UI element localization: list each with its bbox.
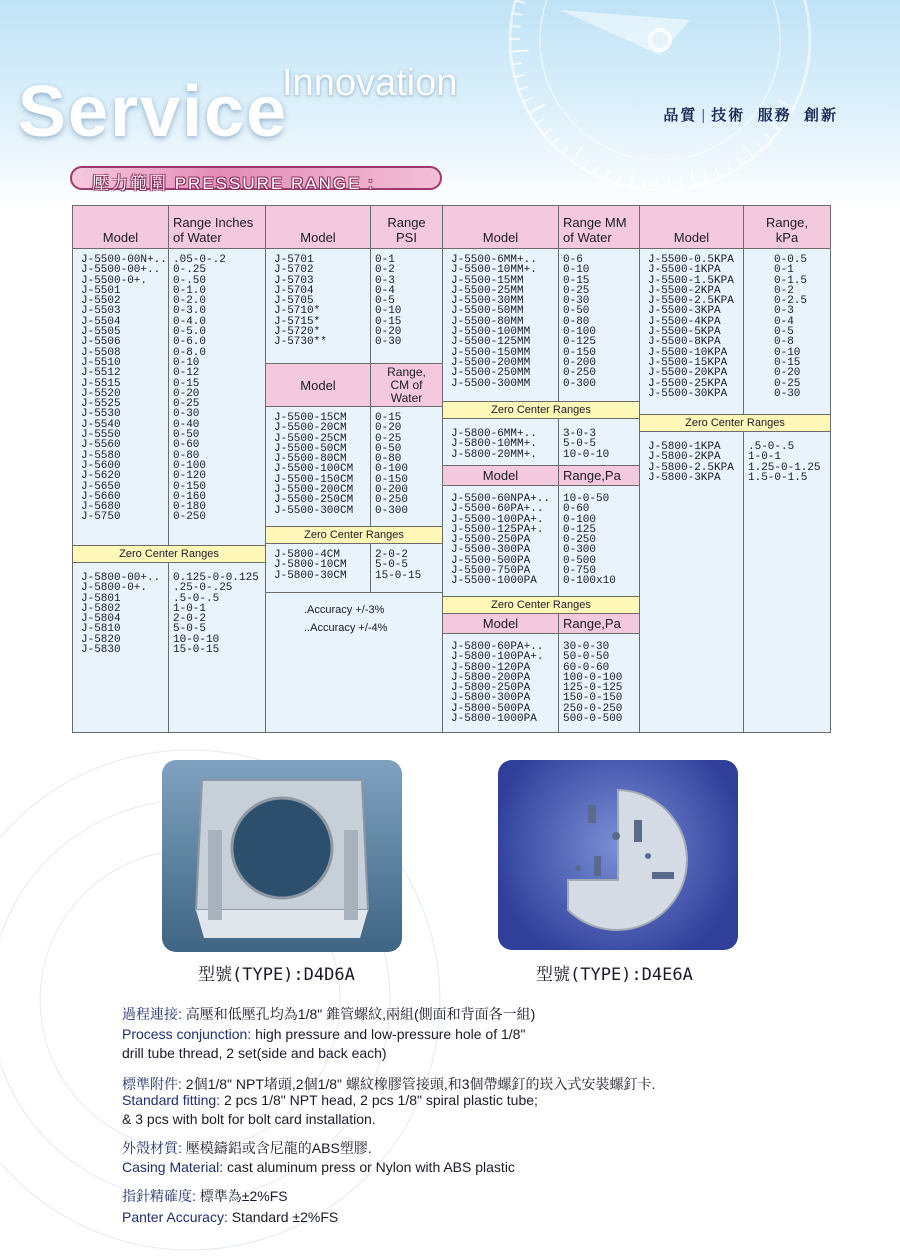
spec-text: 2個1/8" NPT堵頭,2個1/8" 螺紋橡膠管接頭,和3個帶螺釘的崁入式安裝螺釘卡.	[181, 1076, 656, 1092]
psi-cm-column	[266, 206, 443, 732]
column-header-range: Range,	[766, 215, 808, 230]
zc-model-list: J-5800-6MM+.. J-5800-10MM+. J-5800-20MM+.	[443, 419, 559, 465]
column-header-range-unit: of Water	[563, 230, 612, 245]
column-header-model: Model	[443, 466, 559, 485]
spec-label: 標準附件:	[122, 1076, 182, 1092]
gauge-tick	[669, 180, 670, 190]
casing-zh	[122, 1138, 842, 1158]
gauge-tick	[512, 63, 522, 65]
spec-text: Standard ±2%FS	[227, 1209, 339, 1225]
column-header-model: Model	[266, 364, 371, 406]
zc-range-list: .5-0-.5 1-0-1 1.25-0-1.25 1.5-0-1.5	[748, 441, 821, 484]
range-list: 10-0-50 0-60 0-100 0-125 0-250 0-300 0-500 0-750 0-100x10	[563, 493, 616, 588]
gauge-tick	[523, 98, 532, 102]
gauge-tick	[691, 168, 695, 186]
column-header-range: Range,Pa	[563, 468, 621, 483]
spec-label: Panter Accuracy:	[122, 1209, 228, 1225]
gauge-tick	[716, 168, 720, 177]
zero-center-label: Zero Center Ranges	[443, 401, 639, 419]
gauge-tick	[618, 174, 621, 184]
slogan-item: 品質	[663, 107, 698, 124]
gauge-tick	[681, 178, 682, 188]
gauge-tick	[764, 133, 771, 140]
range-list: 0-1 0-2 0-3 0-4 0-5 0-10 0-15 0-20 0-30	[375, 254, 402, 349]
section-title: 壓力範圍 PRESSURE RANGE :	[92, 174, 375, 193]
gauge-tick	[512, 13, 522, 15]
gauge-tick	[511, 26, 521, 27]
product-caption: 型號(TYPE):D4E6A	[536, 965, 693, 985]
process-en	[122, 1025, 842, 1063]
column-header-range: Range,	[387, 364, 426, 379]
zc-range-list: 3-0-3 5-0-5 10-0-10	[563, 428, 610, 461]
spec-label: Standard fitting:	[122, 1092, 221, 1108]
zc-model-list: J-5800-60PA+.. J-5800-100PA+. J-5800-120PA J-5800-200PA J-5800-250PA J-5800-300PA J-5800-500PA J-5800-1000PA	[443, 634, 559, 732]
process-zh	[122, 1004, 842, 1024]
range-list: 0-15 0-20 0-25 0-50 0-80 0-100 0-150 0-200 0-250 0-300	[375, 412, 409, 517]
zero-center-label: Zero Center Ranges	[443, 596, 639, 614]
product-photo-d4e6a	[498, 760, 738, 950]
fitting-en	[122, 1091, 842, 1129]
column-header-range: Range Inches	[173, 215, 254, 230]
spec-label: Casing Material:	[122, 1159, 224, 1175]
column-header-model: Model	[443, 614, 559, 633]
accuracy-note: ..Accuracy +/-4%	[304, 622, 388, 634]
slogan-item: 技術	[711, 107, 746, 124]
mm-pa-column	[443, 206, 640, 732]
spec-label: 外殼材質:	[122, 1140, 182, 1156]
gauge-tick	[737, 157, 742, 165]
column-header-range-unit: of Water	[173, 230, 222, 245]
model-list: J-5500-6MM+.. J-5500-10MM+. J-5500-15MM J-5500-25MM J-5500-30MM J-5500-50MM J-5500-80MM J-5500-100MM J-5500-125MM J-5500-150MM J-5500-200MM J-5500-250MM J-5500-300MM	[443, 249, 559, 401]
gauge-tick	[515, 75, 525, 77]
zc-range-list: 30-0-30 50-0-50 60-0-60 100-0-100 125-0-125 150-0-150 250-0-250 500-0-500	[563, 641, 623, 726]
column-header-model: Model	[640, 206, 744, 248]
spec-label: 指針精確度:	[122, 1188, 196, 1204]
section-banner	[70, 166, 442, 193]
column-header-range-unit: Water	[390, 390, 423, 405]
slogan: 品質 | 技術 服務 創新	[663, 107, 838, 124]
spec-text: drill tube thread, 2 set(side and back each)	[122, 1045, 387, 1061]
spec-text: 高壓和低壓孔均為1/8" 錐管螺紋,兩組(側面和背面各一組)	[181, 1006, 536, 1022]
kpa-column	[640, 206, 830, 732]
accuracy-en	[122, 1208, 842, 1227]
zero-center-label: Zero Center Ranges	[266, 526, 442, 544]
brand-service-title: Service	[18, 72, 289, 152]
column-header-range-unit: CM of	[390, 377, 423, 392]
gauge-tick	[515, 0, 525, 3]
column-header-model: Model	[443, 206, 559, 248]
slogan-item: 創新	[803, 107, 838, 124]
column-header-model: Model	[266, 206, 371, 248]
column-header-model: Model	[73, 206, 169, 248]
zc-range-list: 2-0-2 5-0-5 15-0-15	[375, 549, 422, 582]
gauge-tick	[756, 142, 763, 149]
spec-text: 壓模鑄鋁或含尼龍的ABS塑膠.	[181, 1140, 372, 1156]
spec-text: 2 pcs 1/8" NPT head, 2 pcs 1/8" spiral plastic tube;	[220, 1092, 538, 1108]
column-header-range: Range MM	[563, 215, 627, 230]
product-photo-d4d6a	[162, 760, 402, 952]
gauge-tick	[631, 169, 635, 187]
gauge-tick	[726, 163, 731, 172]
spec-text: 標準為±2%FS	[195, 1188, 288, 1204]
spec-label: Process conjunction:	[122, 1026, 252, 1042]
brand-innovation-title: Innovation	[282, 62, 458, 104]
zc-model-list: J-5800-00+.. J-5800-0+. J-5801 J-5802 J-5804 J-5810 J-5820 J-5830	[73, 563, 169, 732]
gauge-tick	[552, 137, 559, 144]
spec-text: & 3 pcs with bolt for bolt card installation.	[122, 1111, 376, 1127]
column-header-range-unit: PSI	[396, 230, 417, 245]
range-list: .05-0-.2 0-.25 0-.50 0-1.0 0-2.0 0-3.0 0-4.0 0-5.0 0-6.0 0-8.0 0-10 0-12 0-15 0-20 0-25 0-30 0-40 0-50 0-60 0-80 0-100 0-120 0-150 0-160 0-180 0-250	[173, 254, 226, 524]
model-list: J-5500-00N+.. J-5500-00+.. J-5500-0+. J-5501 J-5502 J-5503 J-5504 J-5505 J-5506 J-5508 J-5510 J-5512 J-5515 J-5520 J-5525 J-5530 J-5540 J-5550 J-5560 J-5580 J-5600 J-5620 J-5650 J-5660 J-5680 J-5750	[73, 249, 169, 545]
gauge-tick	[594, 166, 598, 175]
gauge-tick	[518, 86, 527, 89]
model-list: J-5500-15CM J-5500-20CM J-5500-25CM J-5500-50CM J-5500-80CM J-5500-100CM J-5500-150CM J-5500-200CM J-5500-250CM J-5500-300CM	[266, 407, 371, 526]
column-header-range: Range,Pa	[563, 616, 621, 631]
gauge-tick	[536, 119, 544, 125]
range-list: 0-6 0-10 0-15 0-25 0-30 0-50 0-80 0-100 0-125 0-150 0-200 0-250 0-300	[563, 254, 597, 390]
gauge-tick	[529, 104, 545, 113]
zc-model-list: J-5800-4CM J-5800-10CM J-5800-30CM	[266, 544, 371, 592]
accuracy-zh	[122, 1186, 842, 1206]
model-list: J-5701 J-5702 J-5703 J-5704 J-5705 J-5710* J-5715* J-5720* J-5730**	[266, 249, 371, 363]
zc-range-list: 0.125-0-0.125 .25-0-.25 .5-0-.5 1-0-1 2-0-2 5-0-5 10-0-10 15-0-15	[173, 572, 259, 657]
inches-water-column	[73, 206, 266, 732]
spec-text: high pressure and low-pressure hole of 1/8"	[251, 1026, 526, 1042]
column-header-range: Range	[387, 215, 426, 230]
gauge-tick	[742, 144, 753, 158]
gauge-tick	[644, 179, 645, 189]
pressure-range-table	[72, 205, 831, 733]
zero-center-label: Zero Center Ranges	[73, 545, 265, 563]
model-list: J-5500-60NPA+.. J-5500-60PA+.. J-5500-100PA+. J-5500-125PA+. J-5500-250PA J-5500-300PA J-5500-500PA J-5500-750PA J-5500-1000PA	[443, 486, 559, 596]
casing-en	[122, 1158, 842, 1177]
zc-model-list: J-5800-1KPA J-5800-2KPA J-5800-2.5KPA J-5800-3KPA	[640, 432, 744, 732]
spec-text: cast aluminum press or Nylon with ABS plastic	[223, 1159, 515, 1175]
gauge-tick	[544, 128, 552, 134]
accuracy-note: .Accuracy +/-3%	[304, 604, 385, 616]
gauge-tick	[583, 160, 588, 169]
zero-center-label: Zero Center Ranges	[640, 414, 830, 432]
column-header-range-unit: kPa	[775, 230, 799, 245]
gauge-tick	[606, 171, 610, 180]
product-caption: 型號(TYPE):D4D6A	[198, 965, 355, 985]
range-list: 0-0.5 0-1 0-1.5 0-2 0-2.5 0-3 0-4 0-5 0-8 0-10 0-15 0-20 0-25 0-30	[774, 254, 808, 400]
accuracy-notes	[266, 593, 442, 732]
slogan-item: 服務	[757, 107, 792, 124]
gauge-tick	[704, 173, 707, 182]
model-list: J-5500-0.5KPA J-5500-1KPA J-5500-1.5KPA J-5500-2KPA J-5500-2.5KPA J-5500-3KPA J-5500-4KPA J-5500-5KPA J-5500-8KPA J-5500-10KPA J-5500-15KPA J-5500-20KPA J-5500-25KPA J-5500-30KPA	[640, 249, 744, 414]
gauge-tick	[562, 146, 569, 154]
spec-label: 過程連接:	[122, 1006, 182, 1022]
gauge-tick	[510, 50, 528, 51]
gauge-tick	[572, 147, 583, 162]
